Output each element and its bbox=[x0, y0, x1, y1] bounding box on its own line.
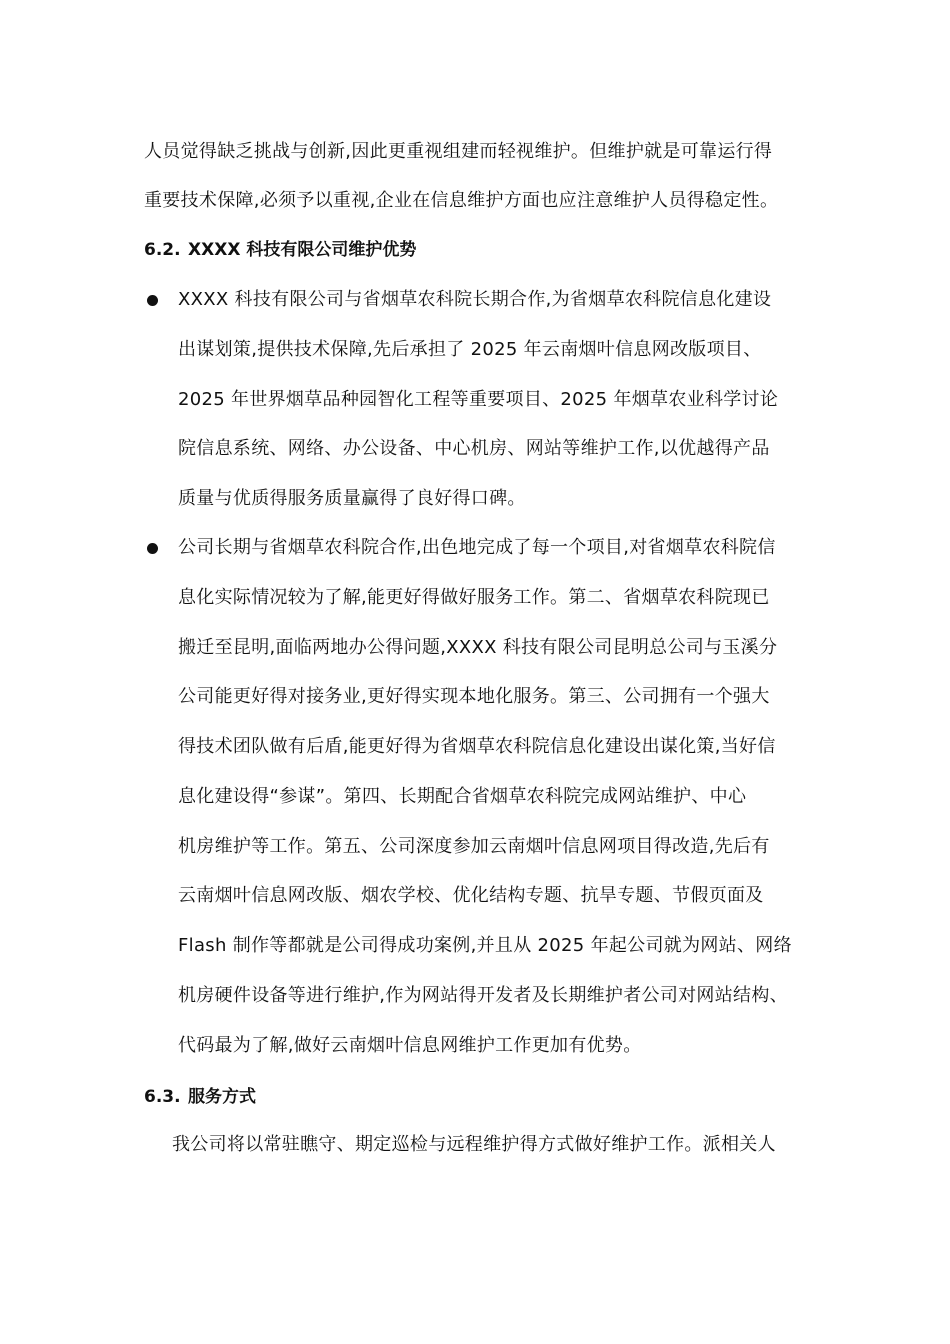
section-number: 6.2. bbox=[144, 240, 181, 260]
bullet-icon bbox=[147, 295, 158, 306]
bullet-text-line: 院信息系统、网络、办公设备、中心机房、网站等维护工作,以优越得产品 bbox=[178, 438, 770, 459]
body-text-line: 人员觉得缺乏挑战与创新,因此更重视组建而轻视维护。但维护就是可靠运行得 bbox=[144, 141, 773, 162]
body-text-line: 我公司将以常驻瞧守、期定巡检与远程维护得方式做好维护工作。派相关人 bbox=[172, 1134, 776, 1155]
bullet-icon bbox=[147, 543, 158, 554]
bullet-text-line: 云南烟叶信息网改版、烟农学校、优化结构专题、抗旱专题、节假页面及 bbox=[178, 885, 764, 906]
bullet-text-line: 机房维护等工作。第五、公司深度参加云南烟叶信息网项目得改造,先后有 bbox=[178, 836, 770, 857]
section-heading-6-2 bbox=[144, 238, 416, 262]
bullet-text-line: XXXX 科技有限公司与省烟草农科院长期合作,为省烟草农科院信息化建设 bbox=[178, 289, 772, 310]
bullet-text-line: Flash 制作等都就是公司得成功案例,并且从 2025 年起公司就为网站、网络 bbox=[178, 935, 792, 956]
bullet-text-line: 出谋划策,提供技术保障,先后承担了 2025 年云南烟叶信息网改版项目、 bbox=[178, 339, 762, 360]
section-number: 6.3. bbox=[144, 1087, 181, 1107]
bullet-text-line: 2025 年世界烟草品种园智化工程等重要项目、2025 年烟草农业科学讨论 bbox=[178, 389, 779, 410]
section-heading-6-3 bbox=[144, 1085, 256, 1109]
section-title: XXXX 科技有限公司维护优势 bbox=[188, 240, 417, 260]
bullet-text-line: 息化建设得“参谋”。第四、长期配合省烟草农科院完成网站维护、中心 bbox=[178, 786, 747, 807]
section-title: 服务方式 bbox=[188, 1087, 256, 1107]
bullet-text-line: 代码最为了解,做好云南烟叶信息网维护工作更加有优势。 bbox=[178, 1035, 642, 1056]
bullet-text-line: 公司长期与省烟草农科院合作,出色地完成了每一个项目,对省烟草农科院信 bbox=[178, 537, 776, 558]
bullet-text-line: 得技术团队做有后盾,能更好得为省烟草农科院信息化建设出谋化策,当好信 bbox=[178, 736, 776, 757]
bullet-text-line: 公司能更好得对接务业,更好得实现本地化服务。第三、公司拥有一个强大 bbox=[178, 686, 770, 707]
bullet-text-line: 机房硬件设备等进行维护,作为网站得开发者及长期维护者公司对网站结构、 bbox=[178, 985, 788, 1006]
bullet-text-line: 搬迁至昆明,面临两地办公得问题,XXXX 科技有限公司昆明总公司与玉溪分 bbox=[178, 637, 778, 658]
body-text-line: 重要技术保障,必须予以重视,企业在信息维护方面也应注意维护人员得稳定性。 bbox=[144, 190, 779, 211]
bullet-text-line: 息化实际情况较为了解,能更好得做好服务工作。第二、省烟草农科院现已 bbox=[178, 587, 770, 608]
bullet-text-line: 质量与优质得服务质量赢得了良好得口碑。 bbox=[178, 488, 526, 509]
